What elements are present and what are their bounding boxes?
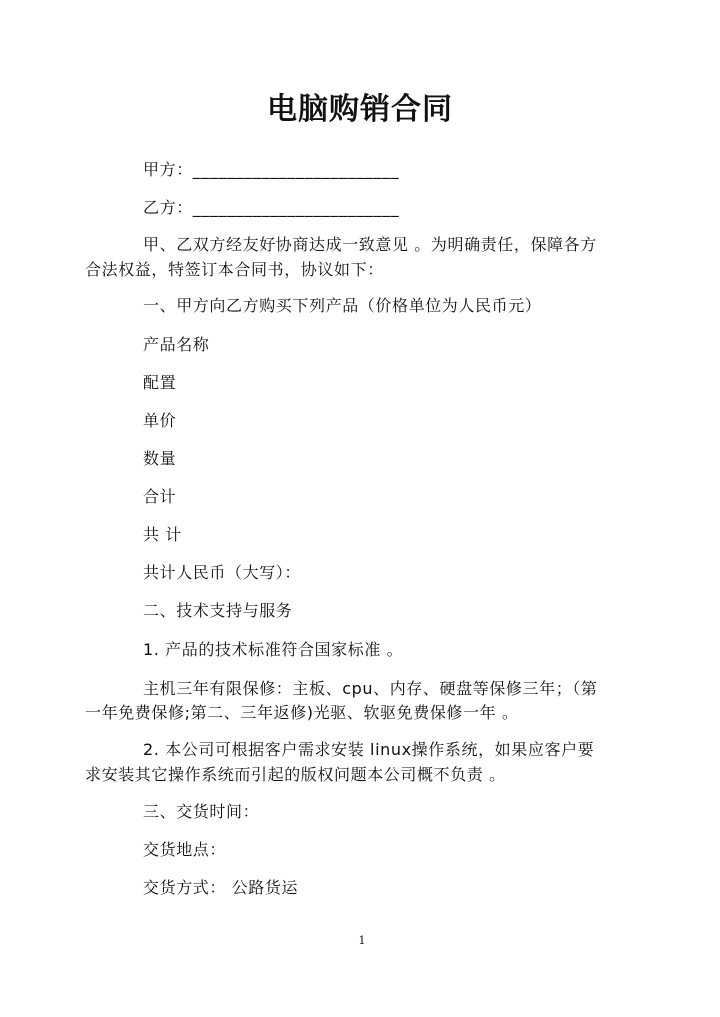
field-delivery-location: 交货地点： bbox=[143, 840, 227, 859]
clause-2-2-line: 2. 本公司可根据客户需求安装 linux操作系统，如果应客户要 bbox=[143, 740, 595, 759]
document-title: 电脑购销合同 bbox=[267, 92, 453, 127]
warranty-paragraph-line: 主机三年有限保修：主板、cpu、内存、硬盘等保修三年；（第 bbox=[143, 679, 598, 698]
clause-2-2-line: 求安装其它操作系统而引起的版权问题本公司概不负责 。 bbox=[85, 765, 506, 784]
party-a-line: 甲方：________________________ bbox=[143, 160, 400, 179]
intro-paragraph-line: 甲、乙双方经友好协商达成一致意见 。为明确责任，保障各方 bbox=[143, 235, 597, 254]
intro-paragraph-line: 合法权益，特签订本合同书，协议如下： bbox=[85, 260, 384, 279]
section-1-heading: 一、甲方向乙方购买下列产品（价格单位为人民币元） bbox=[143, 296, 542, 315]
party-b-line: 乙方：________________________ bbox=[143, 198, 400, 217]
field-configuration: 配置 bbox=[143, 373, 177, 392]
field-unit-price: 单价 bbox=[143, 411, 177, 430]
clause-2-1: 1. 产品的技术标准符合国家标准 。 bbox=[143, 640, 404, 659]
field-quantity: 数量 bbox=[143, 449, 177, 468]
field-subtotal: 合计 bbox=[143, 487, 177, 506]
field-total: 共 计 bbox=[143, 525, 182, 544]
warranty-paragraph-line: 一年免费保修;第二、三年返修)光驱、软驱免费保修一年 。 bbox=[85, 703, 519, 722]
section-2-heading: 二、技术支持与服务 bbox=[143, 601, 293, 620]
field-delivery-method: 交货方式： 公路货运 bbox=[143, 878, 299, 897]
page-number: 1 bbox=[358, 934, 366, 947]
field-product-name: 产品名称 bbox=[143, 335, 210, 354]
field-total-rmb-uppercase: 共计人民币（大写）： bbox=[143, 563, 302, 582]
section-3-heading: 三、交货时间： bbox=[143, 802, 260, 821]
